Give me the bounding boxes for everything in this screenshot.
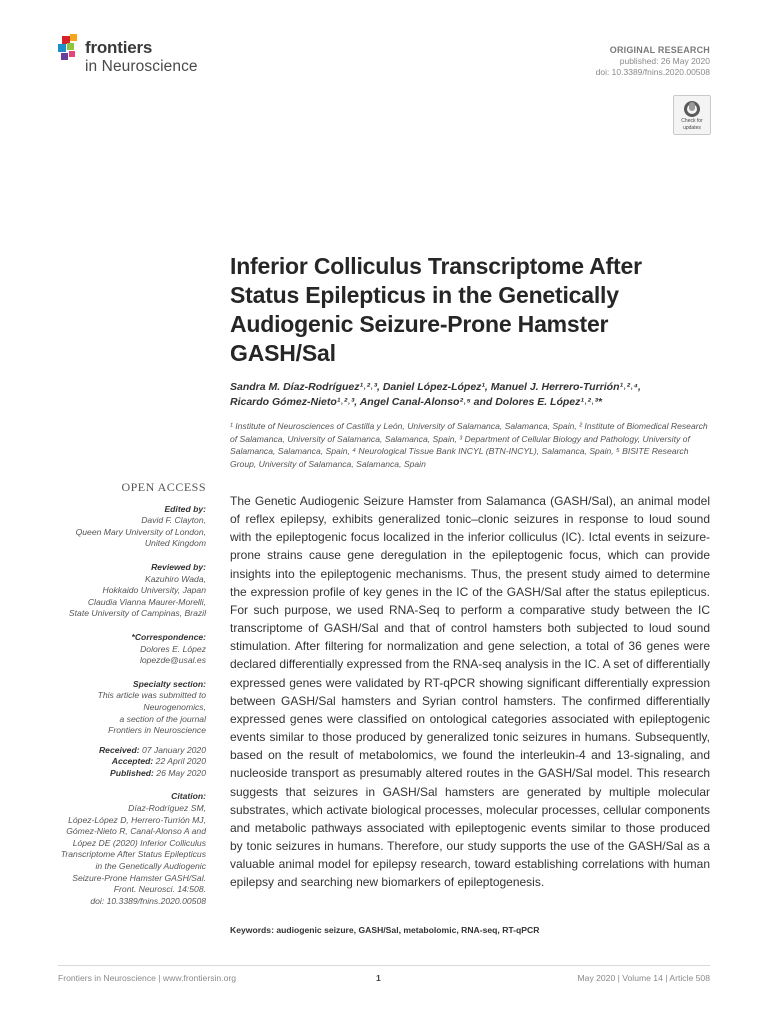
author-list: [230, 380, 710, 410]
citation-line: Díaz-Rodríguez SM,: [128, 803, 206, 814]
accepted-value: 22 April 2020: [153, 756, 206, 767]
specialty-line: This article was submitted to: [97, 690, 206, 701]
reviewer-line: Hokkaido University, Japan: [102, 585, 206, 596]
reviewed-by-heading: Reviewed by:: [151, 561, 206, 572]
specialty-line: Frontiers in Neuroscience: [108, 725, 206, 736]
citation-heading: Citation:: [171, 791, 206, 802]
check-updates-line-2: updates: [683, 124, 701, 131]
published-date: published: 26 May 2020: [619, 56, 710, 66]
citation-line: Gómez-Nieto R, Canal-Alonso A and: [66, 826, 206, 837]
citation-line: Transcriptome After Status Epilepticus: [60, 849, 206, 860]
check-for-updates-button[interactable]: [673, 95, 711, 135]
reviewer-line: Claudia Vianna Maurer-Morelli,: [87, 596, 206, 607]
specialty-heading: Specialty section:: [132, 678, 206, 689]
footer-issue-info: May 2020 | Volume 14 | Article 508: [577, 973, 710, 983]
specialty-line: a section of the journal: [119, 713, 206, 724]
accepted-label: Accepted:: [111, 756, 154, 767]
editor-line: United Kingdom: [144, 538, 206, 549]
specialty-line: Neurogenomics,: [143, 701, 206, 712]
correspondence-heading: *Correspondence:: [131, 631, 206, 642]
editor-line: David F. Clayton,: [141, 515, 206, 526]
article-type: ORIGINAL RESEARCH: [609, 45, 710, 55]
published-date-left: [58, 768, 206, 780]
author-line-1: Sandra M. Díaz-Rodríguez¹˒²˒³, Daniel López-López¹, Manuel J. Herrero-Turrión¹˒²˒⁴,: [230, 381, 641, 393]
footer-journal-link[interactable]: Frontiers in Neuroscience | www.frontiersin.org: [58, 973, 236, 983]
check-updates-line-1: Check for: [681, 118, 703, 124]
sidebar-meta: [58, 482, 206, 907]
received-date: [58, 745, 206, 757]
correspondence-email-link[interactable]: lopezde@usal.es: [139, 655, 206, 666]
editor-line: Queen Mary University of London,: [75, 526, 206, 537]
article-meta: [596, 45, 710, 78]
received-value: 07 January 2020: [139, 744, 206, 755]
published-value: 26 May 2020: [153, 767, 206, 778]
keywords: Keywords: audiogenic seizure, GASH/Sal, metabolomic, RNA-seq, RT-qPCR: [230, 925, 540, 935]
abstract-text: The Genetic Audiogenic Seizure Hamster from Salamanca (GASH/Sal), an animal model of reflex epilepsy, exhibits generalized tonic–clonic seizures in response to loud sound with the epileptogenic focus localized in the inferior colliculus (IC). Ictal events in seizure-prone strains cause gene deregulation in the epileptogenic focus, which can provide insights into the epileptogenic mechanisms. Thus, the present study aimed to determine the expression profile of key genes in the IC of the GASH/Sal after the status epilepticus. For such purpose, we used RNA-Seq to perform a comparative study between the IC transcriptome of GASH/Sal and that of control hamsters both subjected to loud sound stimulation. After filtering for normalization and gene selection, a total of 36 genes were declared differentially expressed from the RNA-seq analysis in the IC. A set of differentially expressed genes were validated by RT-qPCR showing significant differentially expression between GASH/Sal hamsters and Syrian control hamsters. The confirmed differentially expressed genes were classified on ontological categories associated with epileptogenic events similar to those produced by generalized tonic seizures in humans. Subsequently, based on the result of metabolomics, we found the interleukin-4 and 13-signaling, and nucleoside transport as presumably altered routes in the GASH/Sal model. This research suggests that seizures in GASH/Sal hamsters are generated by multiple molecular substrates, which activate biological processes, molecular processes, cellular components and metabolic pathways associated with epileptogenic events similar to those produced by tonic seizures in humans. Therefore, our study supports the use of the GASH/Sal as a valuable animal model for epilepsy research, toward establishing correlations with human epilepsy and searching new biomarkers of epileptogenesis.: [230, 494, 710, 890]
published-label: Published:: [109, 767, 154, 778]
footer-divider: [58, 965, 710, 966]
citation-line: in the Genetically Audiogenic: [95, 861, 206, 872]
article-title: Inferior Colliculus Transcriptome After Status Epilepticus in the Genetically Audiogenic Seizure-Prone Hamster GASH/Sal: [230, 253, 642, 366]
citation-line: López-López D, Herrero-Turrión MJ,: [68, 814, 206, 825]
affiliations: ¹ Institute of Neurosciences of Castilla y León, University of Salamanca, Salamanca, Spain, ² Institute of Biomedical Research of Salamanca, University of Salamanca, Salamanca, Spain, ³ Department of Cellular Biology and Pathology, University of Salamanca, Salamanca, Spain, ⁴ Neurological Tissue Bank INCYL (BTN-INCYL), Salamanca, Spain, ⁵ BISITE Research Group, University of Salamanca, Salamanca, Spain: [230, 421, 708, 469]
open-access-label: OPEN ACCESS: [121, 480, 206, 494]
accepted-date: [58, 756, 206, 768]
citation-line: Seizure-Prone Hamster GASH/Sal.: [72, 872, 206, 883]
check-updates-icon: [683, 100, 701, 118]
reviewer-line: Kazuhiro Wada,: [145, 573, 206, 584]
citation-line: López DE (2020) Inferior Colliculus: [72, 837, 206, 848]
citation-line: Front. Neurosci. 14:508.: [113, 884, 206, 895]
correspondence-name: Dolores E. López: [140, 643, 206, 654]
article-doi[interactable]: doi: 10.3389/fnins.2020.00508: [595, 67, 710, 77]
edited-by-heading: Edited by:: [164, 503, 206, 514]
page-number: 1: [376, 973, 381, 983]
logo-frontiers-text: frontiers: [85, 38, 153, 57]
citation-doi-link[interactable]: doi: 10.3389/fnins.2020.00508: [90, 895, 206, 906]
frontiers-logo-icon: [58, 34, 82, 62]
journal-logo[interactable]: [58, 34, 248, 82]
logo-journal-text: in Neuroscience: [85, 58, 198, 75]
author-line-2: Ricardo Gómez-Nieto¹˒²˒³, Angel Canal-Alonso²˒⁵ and Dolores E. López¹˒²˒³*: [230, 396, 602, 408]
reviewer-line: State University of Campinas, Brazil: [68, 608, 206, 619]
received-label: Received:: [98, 744, 140, 755]
